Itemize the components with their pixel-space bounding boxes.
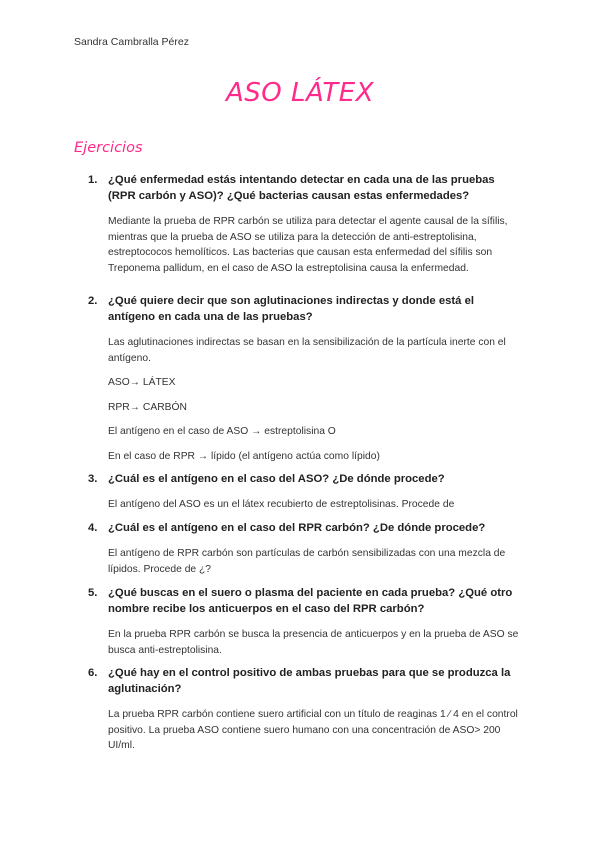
answer-paragraph: En la prueba RPR carbón se busca la presencia de anticuerpos y en la prueba de ASO se busca anti-estreptolisina. <box>108 629 519 656</box>
answer-line: El antígeno en el caso de ASO → estreptolisina O <box>108 426 336 437</box>
question-text: ¿Qué hay en el control positivo de ambas pruebas para que se produzca la aglutinación? <box>108 667 511 695</box>
question-2 <box>0 293 600 464</box>
question-text: ¿Qué buscas en el suero o plasma del paciente en cada prueba? ¿Qué otro nombre recibe los anticuerpos en el caso del RPR carbón? <box>108 587 513 615</box>
question-text: ¿Cuál es el antígeno en el caso del RPR carbón? ¿De dónde procede? <box>108 522 486 534</box>
answer-paragraph: La prueba RPR carbón contiene suero artificial con un título de reaginas 1 ⁄ 4 en el control positivo. La prueba ASO contiene suero humano con una concentración de ASO> 200 UI/ml. <box>108 709 518 751</box>
question-3 <box>0 471 600 513</box>
question-number: 5. <box>88 587 98 599</box>
question-1 <box>0 172 600 276</box>
question-number: 4. <box>88 522 98 534</box>
question-number: 6. <box>88 667 98 679</box>
question-5 <box>0 585 600 658</box>
question-4 <box>0 520 600 577</box>
answer-line: ASO→ LÁTEX <box>108 377 176 388</box>
answer-paragraph: El antígeno de RPR carbón son partículas de carbón sensibilizadas con una mezcla de lípidos. Procede de ¿? <box>108 548 506 575</box>
question-text: ¿Cuál es el antígeno en el caso del ASO? ¿De dónde procede? <box>108 473 445 485</box>
answer-paragraph: El antígeno del ASO es un el látex recubierto de estreptolisinas. Procede de <box>108 499 455 510</box>
question-number: 3. <box>88 473 98 485</box>
author-name: Sandra Cambralla Pérez <box>74 36 189 48</box>
answer-line: RPR→ CARBÓN <box>108 401 187 413</box>
document-title: ASO LÁTEX <box>225 78 375 108</box>
question-number: 1. <box>88 174 98 186</box>
answer-paragraph: Las aglutinaciones indirectas se basan en la sensibilización de la partícula inerte con el antígeno. <box>108 337 506 364</box>
question-number: 2. <box>88 295 98 307</box>
answer-paragraph: Mediante la prueba de RPR carbón se utiliza para detectar el agente causal de la sífilis, mientras que la prueba de ASO se utiliza para la detección de anti-estreptolisina, estreptococos hemolíticos. Las bacterias que causan esta enfermedad del sífilis son Treponema pallidum, en el caso de ASO la estreptolisina causa la enfermedad. <box>108 216 508 274</box>
question-6 <box>0 665 600 754</box>
question-text: ¿Qué quiere decir que son aglutinaciones indirectas y donde está el antígeno en cada una de las pruebas? <box>108 295 474 323</box>
section-heading: Ejercicios <box>74 140 143 156</box>
question-text: ¿Qué enfermedad estás intentando detectar en cada una de las pruebas (RPR carbón y ASO)? ¿Qué bacterias causan estas enfermedades? <box>108 174 495 202</box>
answer-line: En el caso de RPR → lípido (el antígeno actúa como lípido) <box>108 450 380 462</box>
